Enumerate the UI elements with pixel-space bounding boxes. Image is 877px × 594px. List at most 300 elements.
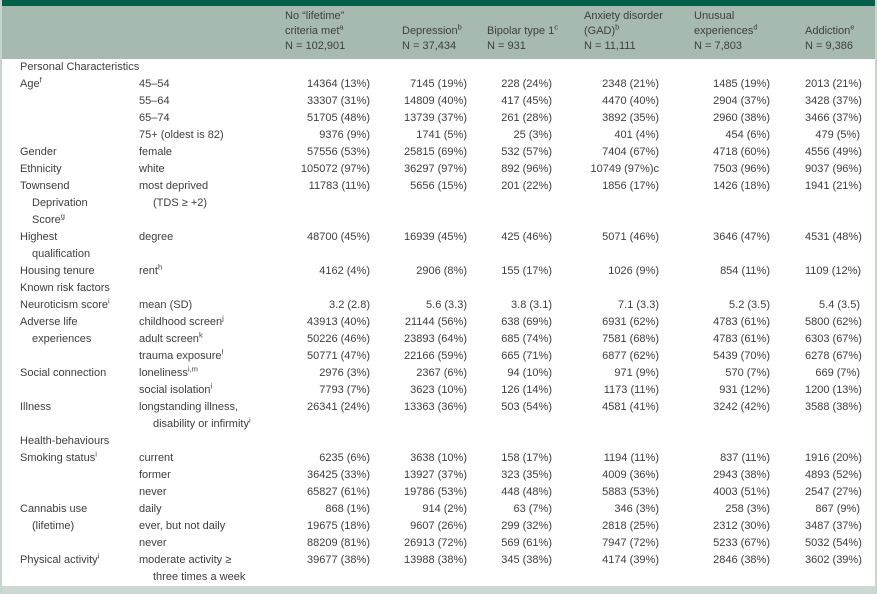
row-group-label-text: Social connection xyxy=(20,367,107,379)
column-sample-size: N = 931 xyxy=(487,40,526,52)
cell-value xyxy=(285,416,402,433)
table-row xyxy=(2,416,875,433)
section-row xyxy=(2,280,875,297)
row-sub-label-text: trauma exposure xyxy=(139,350,222,362)
footnote-marker: a xyxy=(339,22,344,32)
row-sub-label xyxy=(139,467,285,484)
footnote-marker: l xyxy=(221,348,224,357)
cell-value: 417 (45%) xyxy=(501,95,552,107)
cell-value xyxy=(584,195,694,212)
cell-value xyxy=(694,569,805,586)
cell-value: 1109 (12%) xyxy=(805,265,862,277)
column-sample-size: N = 11,111 xyxy=(584,40,636,52)
table-header-row xyxy=(2,6,875,59)
cell-value: 5.4 (3.5) xyxy=(819,299,860,311)
row-group-label xyxy=(2,569,139,586)
table-row xyxy=(2,178,875,195)
row-sub-label-text: adult screen xyxy=(139,333,199,345)
row-sub-label xyxy=(139,552,285,569)
table-row xyxy=(2,246,875,263)
cell-value: 26913 (72%) xyxy=(404,537,467,549)
row-sub-label-text: current xyxy=(139,452,174,464)
row-group-label xyxy=(2,263,139,280)
row-sub-label xyxy=(139,246,285,263)
cell-value: 33307 (31%) xyxy=(307,95,370,107)
cell-value: 685 (74%) xyxy=(501,333,552,345)
column-header-label xyxy=(402,24,487,39)
row-group-label xyxy=(2,178,139,195)
row-group-label-text: Score xyxy=(32,214,61,226)
row-group-label xyxy=(2,416,139,433)
cell-value: 4718 (60%) xyxy=(713,146,770,158)
row-group-label xyxy=(2,348,139,365)
cell-value: 5800 (62%) xyxy=(805,316,862,328)
table-row xyxy=(2,76,875,93)
cell-value: 4470 (40%) xyxy=(602,95,659,107)
cell-value: 21144 (56%) xyxy=(404,316,467,328)
cell-value: 854 (11%) xyxy=(720,265,770,277)
footnote-marker: i xyxy=(248,416,251,425)
cell-value: 2943 (38%) xyxy=(713,469,770,481)
row-sub-label-text: 75+ (oldest is 82) xyxy=(139,129,224,141)
row-group-label xyxy=(2,331,139,348)
cell-value: 48700 (45%) xyxy=(307,231,370,243)
row-group-label xyxy=(2,450,139,467)
column-header-5 xyxy=(694,6,805,59)
table-row xyxy=(2,535,875,552)
footnote-marker: e xyxy=(850,22,855,32)
cell-value: 14364 (13%) xyxy=(307,78,370,90)
row-sub-label-text: social isolation xyxy=(139,384,211,396)
row-group-label xyxy=(2,144,139,161)
section-label: Known risk factors xyxy=(20,282,110,294)
footnote-marker: d xyxy=(753,22,758,32)
cell-value: 1200 (13%) xyxy=(805,384,862,396)
cell-value xyxy=(694,416,805,433)
cell-value xyxy=(805,212,875,229)
cell-value: 5656 (15%) xyxy=(410,180,467,192)
cell-value: 258 (3%) xyxy=(725,503,770,515)
row-sub-label-text: mean (SD) xyxy=(139,299,193,311)
cell-value: 16939 (45%) xyxy=(404,231,467,243)
cell-value: 105072 (97%) xyxy=(300,163,370,175)
row-group-label-text: Gender xyxy=(20,146,57,158)
row-group-label-text: Adverse life xyxy=(20,316,78,328)
cell-value: 57556 (53%) xyxy=(307,146,370,158)
column-header-label-text: Bipolar type 1 xyxy=(487,25,555,37)
cell-value: 638 (69%) xyxy=(501,316,552,328)
column-header-label xyxy=(694,9,805,24)
row-sub-label xyxy=(139,178,285,195)
cell-value: 13927 (37%) xyxy=(404,469,467,481)
cell-value: 1026 (9%) xyxy=(608,265,659,277)
row-sub-label-text: 55–64 xyxy=(139,95,170,107)
cell-value: 14809 (40%) xyxy=(404,95,467,107)
footnote-marker: k xyxy=(198,331,203,340)
row-group-label xyxy=(2,195,139,212)
row-sub-label-text: three times a week xyxy=(153,571,246,583)
cell-value xyxy=(402,416,487,433)
cell-value: 6931 (62%) xyxy=(602,316,659,328)
row-sub-label-text: longstanding illness, xyxy=(139,401,239,413)
cell-value: 155 (17%) xyxy=(501,265,552,277)
cell-value: 4581 (41%) xyxy=(602,401,659,413)
row-sub-label-text: ever, but not daily xyxy=(139,520,226,532)
row-group-label xyxy=(2,297,139,314)
cell-value: 3487 (37%) xyxy=(805,520,862,532)
cell-value xyxy=(285,212,402,229)
row-group-label-text: Cannabis use xyxy=(20,503,88,515)
cell-value: 39677 (38%) xyxy=(307,554,370,566)
column-header-label xyxy=(487,24,584,39)
cell-value: 2976 (3%) xyxy=(319,367,370,379)
cell-value: 5.6 (3.3) xyxy=(426,299,467,311)
footnote-marker: i xyxy=(97,552,100,561)
row-sub-label xyxy=(139,331,285,348)
row-sub-label-text: never xyxy=(139,537,167,549)
header-spacer-group xyxy=(2,6,139,59)
row-sub-label-text: never xyxy=(139,486,167,498)
cell-value: 13739 (37%) xyxy=(404,112,467,124)
table-row xyxy=(2,569,875,586)
cell-value: 7404 (67%) xyxy=(602,146,659,158)
cell-value xyxy=(584,416,694,433)
cell-value xyxy=(487,416,584,433)
table-row xyxy=(2,552,875,569)
cell-value: 3638 (10%) xyxy=(410,452,467,464)
cell-value: 2348 (21%) xyxy=(602,78,659,90)
column-sample-size: N = 37,434 xyxy=(402,40,457,52)
cell-value: 4893 (52%) xyxy=(805,469,862,481)
cell-value: 7503 (96%) xyxy=(713,163,770,175)
row-group-label-text: Age xyxy=(20,78,40,90)
row-sub-label xyxy=(139,399,285,416)
row-group-label xyxy=(2,501,139,518)
cell-value: 3466 (37%) xyxy=(805,112,862,124)
section-label: Personal Characteristics xyxy=(20,61,140,73)
cell-value: 665 (71%) xyxy=(501,350,552,362)
cell-value: 19675 (18%) xyxy=(307,520,370,532)
cell-value: 13988 (38%) xyxy=(404,554,467,566)
row-group-label xyxy=(2,212,139,229)
cell-value: 7.1 (3.3) xyxy=(618,299,659,311)
section-label: Health-behaviours xyxy=(20,435,110,447)
row-sub-label-text: moderate activity ≥ xyxy=(139,554,232,566)
row-sub-label xyxy=(139,450,285,467)
table-row xyxy=(2,331,875,348)
cell-value: 51705 (48%) xyxy=(307,112,370,124)
cell-value: 3242 (42%) xyxy=(713,401,770,413)
row-sub-label-text: rent xyxy=(139,265,158,277)
cell-value: 323 (35%) xyxy=(501,469,552,481)
table-row xyxy=(2,212,875,229)
row-sub-label-text: degree xyxy=(139,231,174,243)
cell-value: 532 (57%) xyxy=(501,146,552,158)
cell-value: 3623 (10%) xyxy=(410,384,467,396)
table-row xyxy=(2,501,875,518)
cell-value: 1485 (19%) xyxy=(713,78,770,90)
cell-value: 5439 (70%) xyxy=(713,350,770,362)
cell-value: 3646 (47%) xyxy=(713,231,770,243)
column-header-6 xyxy=(805,6,875,59)
cell-value: 4162 (4%) xyxy=(319,265,370,277)
cell-value: 25815 (69%) xyxy=(404,146,467,158)
row-sub-label xyxy=(139,569,285,586)
cell-value: 5071 (46%) xyxy=(602,231,659,243)
cell-value: 2906 (8%) xyxy=(416,265,467,277)
cell-value xyxy=(584,212,694,229)
row-sub-label xyxy=(139,263,285,280)
column-sample-size: N = 102,901 xyxy=(285,40,346,52)
cell-value: 2547 (27%) xyxy=(805,486,862,498)
column-header-label-text: Unusual xyxy=(694,10,735,22)
row-group-label xyxy=(2,467,139,484)
cell-value: 3602 (39%) xyxy=(805,554,862,566)
column-header-4 xyxy=(584,6,694,59)
cell-value: 3.8 (3.1) xyxy=(511,299,552,311)
cell-value: 23893 (64%) xyxy=(404,333,467,345)
cell-value: 837 (11%) xyxy=(720,452,770,464)
row-sub-label xyxy=(139,297,285,314)
cell-value: 479 (5%) xyxy=(815,129,860,141)
footnote-marker: b xyxy=(457,22,462,32)
cell-value: 4531 (48%) xyxy=(805,231,862,243)
cell-value: 868 (1%) xyxy=(325,503,370,515)
column-header-label-text: No “lifetime” xyxy=(285,10,345,22)
row-sub-label xyxy=(139,229,285,246)
cell-value: 1426 (18%) xyxy=(713,180,770,192)
row-group-label xyxy=(2,76,139,93)
column-header-label-text: Addiction xyxy=(805,25,851,37)
cell-value: 7145 (19%) xyxy=(410,78,467,90)
cell-value xyxy=(694,212,805,229)
cell-value xyxy=(402,212,487,229)
cell-value xyxy=(487,246,584,263)
cell-value: 4009 (36%) xyxy=(602,469,659,481)
cell-value: 345 (38%) xyxy=(501,554,552,566)
row-sub-label xyxy=(139,416,285,433)
cell-value: 570 (7%) xyxy=(725,367,770,379)
cell-value: 2904 (37%) xyxy=(713,95,770,107)
row-sub-label xyxy=(139,127,285,144)
cell-value: 11783 (11%) xyxy=(308,180,370,192)
table-row xyxy=(2,382,875,399)
cell-value: 1941 (21%) xyxy=(805,180,862,192)
table-row xyxy=(2,365,875,382)
footnote-marker: i xyxy=(108,297,110,306)
row-group-label-text: Neuroticism score xyxy=(20,299,109,311)
cell-value: 6877 (62%) xyxy=(602,350,659,362)
row-sub-label xyxy=(139,110,285,127)
cell-value: 4556 (49%) xyxy=(805,146,862,158)
cell-value: 867 (9%) xyxy=(815,503,860,515)
row-sub-label-text: 45–54 xyxy=(139,78,170,90)
footnote-marker: i xyxy=(210,382,213,391)
table-row xyxy=(2,229,875,246)
cell-value: 2846 (38%) xyxy=(713,554,770,566)
table-row xyxy=(2,161,875,178)
row-group-label-text: Townsend xyxy=(20,180,70,192)
column-header-label xyxy=(694,24,805,39)
cell-value: 669 (7%) xyxy=(815,367,860,379)
row-sub-label-text: most deprived xyxy=(139,180,209,192)
cell-value: 19786 (53%) xyxy=(404,486,467,498)
row-group-label xyxy=(2,535,139,552)
header-spacer-sub xyxy=(139,6,285,59)
cell-value: 1194 (11%) xyxy=(603,452,659,464)
row-sub-label-text: (TDS ≥ +2) xyxy=(153,197,208,209)
cell-value xyxy=(805,569,875,586)
cell-value: 569 (61%) xyxy=(501,537,552,549)
cell-value xyxy=(487,569,584,586)
row-sub-label xyxy=(139,518,285,535)
cell-value: 7947 (72%) xyxy=(602,537,659,549)
row-group-label xyxy=(2,314,139,331)
cell-value: 931 (12%) xyxy=(719,384,770,396)
row-sub-label-text: loneliness xyxy=(139,367,188,379)
column-header-label-text: experiences xyxy=(694,25,754,37)
cell-value: 5.2 (3.5) xyxy=(729,299,770,311)
table-row xyxy=(2,348,875,365)
row-group-label-text: Ethnicity xyxy=(20,163,62,175)
cell-value: 3.2 (2.8) xyxy=(329,299,370,311)
cell-value: 36425 (33%) xyxy=(307,469,370,481)
cell-value: 25 (3%) xyxy=(513,129,552,141)
row-group-label-text: experiences xyxy=(32,333,92,345)
column-header-3 xyxy=(487,6,584,59)
cell-value: 1916 (20%) xyxy=(805,452,862,464)
cell-value xyxy=(285,246,402,263)
footnote-marker: c xyxy=(554,22,559,32)
cell-value: 5883 (53%) xyxy=(602,486,659,498)
cell-value: 4783 (61%) xyxy=(713,316,770,328)
table-row xyxy=(2,195,875,212)
row-sub-label-text: disability or infirmity xyxy=(153,418,249,430)
cell-value: 50771 (47%) xyxy=(307,350,370,362)
cell-value xyxy=(694,195,805,212)
row-group-label-text: Deprivation xyxy=(32,197,88,209)
row-group-label xyxy=(2,110,139,127)
row-group-label xyxy=(2,93,139,110)
cell-value: 9607 (26%) xyxy=(410,520,467,532)
row-sub-label xyxy=(139,535,285,552)
cell-value xyxy=(402,195,487,212)
cell-value: 4174 (39%) xyxy=(602,554,659,566)
cell-value: 401 (4%) xyxy=(614,129,659,141)
cell-value xyxy=(487,212,584,229)
cell-value: 4783 (61%) xyxy=(713,333,770,345)
table-row xyxy=(2,314,875,331)
cell-value: 88209 (81%) xyxy=(307,537,370,549)
footnote-marker: i,m xyxy=(187,365,198,374)
footnote-marker: b xyxy=(615,22,620,32)
column-sample-size: N = 9,386 xyxy=(805,40,854,52)
table-row xyxy=(2,399,875,416)
row-group-label-text: (lifetime) xyxy=(32,520,75,532)
cell-value: 3588 (38%) xyxy=(805,401,862,413)
cell-value: 4003 (51%) xyxy=(713,486,770,498)
row-sub-label xyxy=(139,195,285,212)
row-sub-label xyxy=(139,348,285,365)
cell-value: 228 (24%) xyxy=(501,78,552,90)
cell-value: 914 (2%) xyxy=(422,503,467,515)
cell-value xyxy=(584,569,694,586)
row-sub-label xyxy=(139,365,285,382)
row-group-label xyxy=(2,127,139,144)
cell-value xyxy=(402,246,487,263)
cell-value xyxy=(402,569,487,586)
cell-value: 63 (7%) xyxy=(513,503,552,515)
row-sub-label xyxy=(139,382,285,399)
cell-value xyxy=(285,195,402,212)
cell-value: 2013 (21%) xyxy=(805,78,862,90)
row-group-label xyxy=(2,382,139,399)
footnote-marker: h xyxy=(157,263,163,272)
row-group-label-text: Smoking status xyxy=(20,452,96,464)
row-group-label xyxy=(2,365,139,382)
cell-value: 2960 (38%) xyxy=(713,112,770,124)
cell-value: 2367 (6%) xyxy=(416,367,467,379)
cell-value: 43913 (40%) xyxy=(307,316,370,328)
footnote-marker: f xyxy=(39,76,42,85)
cell-value xyxy=(694,246,805,263)
column-header-label xyxy=(584,24,694,39)
cell-value xyxy=(487,195,584,212)
cell-value: 13363 (36%) xyxy=(404,401,467,413)
cell-value: 971 (9%) xyxy=(614,367,659,379)
table-row xyxy=(2,484,875,501)
cell-value: 892 (96%) xyxy=(501,163,552,175)
cell-value: 503 (54%) xyxy=(501,401,552,413)
table-row xyxy=(2,127,875,144)
row-sub-label-text: white xyxy=(139,163,165,175)
cell-value: 1741 (5%) xyxy=(416,129,467,141)
cell-value: 346 (3%) xyxy=(614,503,659,515)
cell-value xyxy=(285,569,402,586)
column-header-1 xyxy=(285,6,402,59)
row-group-label-text: Physical activity xyxy=(20,554,98,566)
row-sub-label xyxy=(139,76,285,93)
cell-value: 9037 (96%) xyxy=(805,163,862,175)
row-group-label xyxy=(2,399,139,416)
cell-value xyxy=(805,246,875,263)
cell-value: 65827 (61%) xyxy=(307,486,370,498)
cell-value: 3892 (35%) xyxy=(602,112,659,124)
cell-value: 6235 (6%) xyxy=(319,452,370,464)
column-header-2 xyxy=(402,6,487,59)
row-group-label xyxy=(2,552,139,569)
row-group-label-text: Highest xyxy=(20,231,58,243)
row-group-label xyxy=(2,246,139,263)
cell-value: 261 (28%) xyxy=(501,112,552,124)
row-group-label xyxy=(2,484,139,501)
section-row xyxy=(2,59,875,76)
table-row xyxy=(2,110,875,127)
column-header-label-text: Anxiety disorder xyxy=(584,10,663,22)
row-sub-label-text: female xyxy=(139,146,173,158)
row-group-label-text: Housing tenure xyxy=(20,265,95,277)
cell-value: 36297 (97%) xyxy=(404,163,467,175)
cell-value: 158 (17%) xyxy=(501,452,552,464)
cell-value: 7793 (7%) xyxy=(319,384,370,396)
row-group-label-text: qualification xyxy=(32,248,91,260)
cell-value: 2312 (30%) xyxy=(713,520,770,532)
column-header-label-text: Depression xyxy=(402,25,458,37)
table-row xyxy=(2,93,875,110)
footnote-marker: i xyxy=(95,450,97,459)
row-sub-label xyxy=(139,144,285,161)
row-group-label xyxy=(2,518,139,535)
